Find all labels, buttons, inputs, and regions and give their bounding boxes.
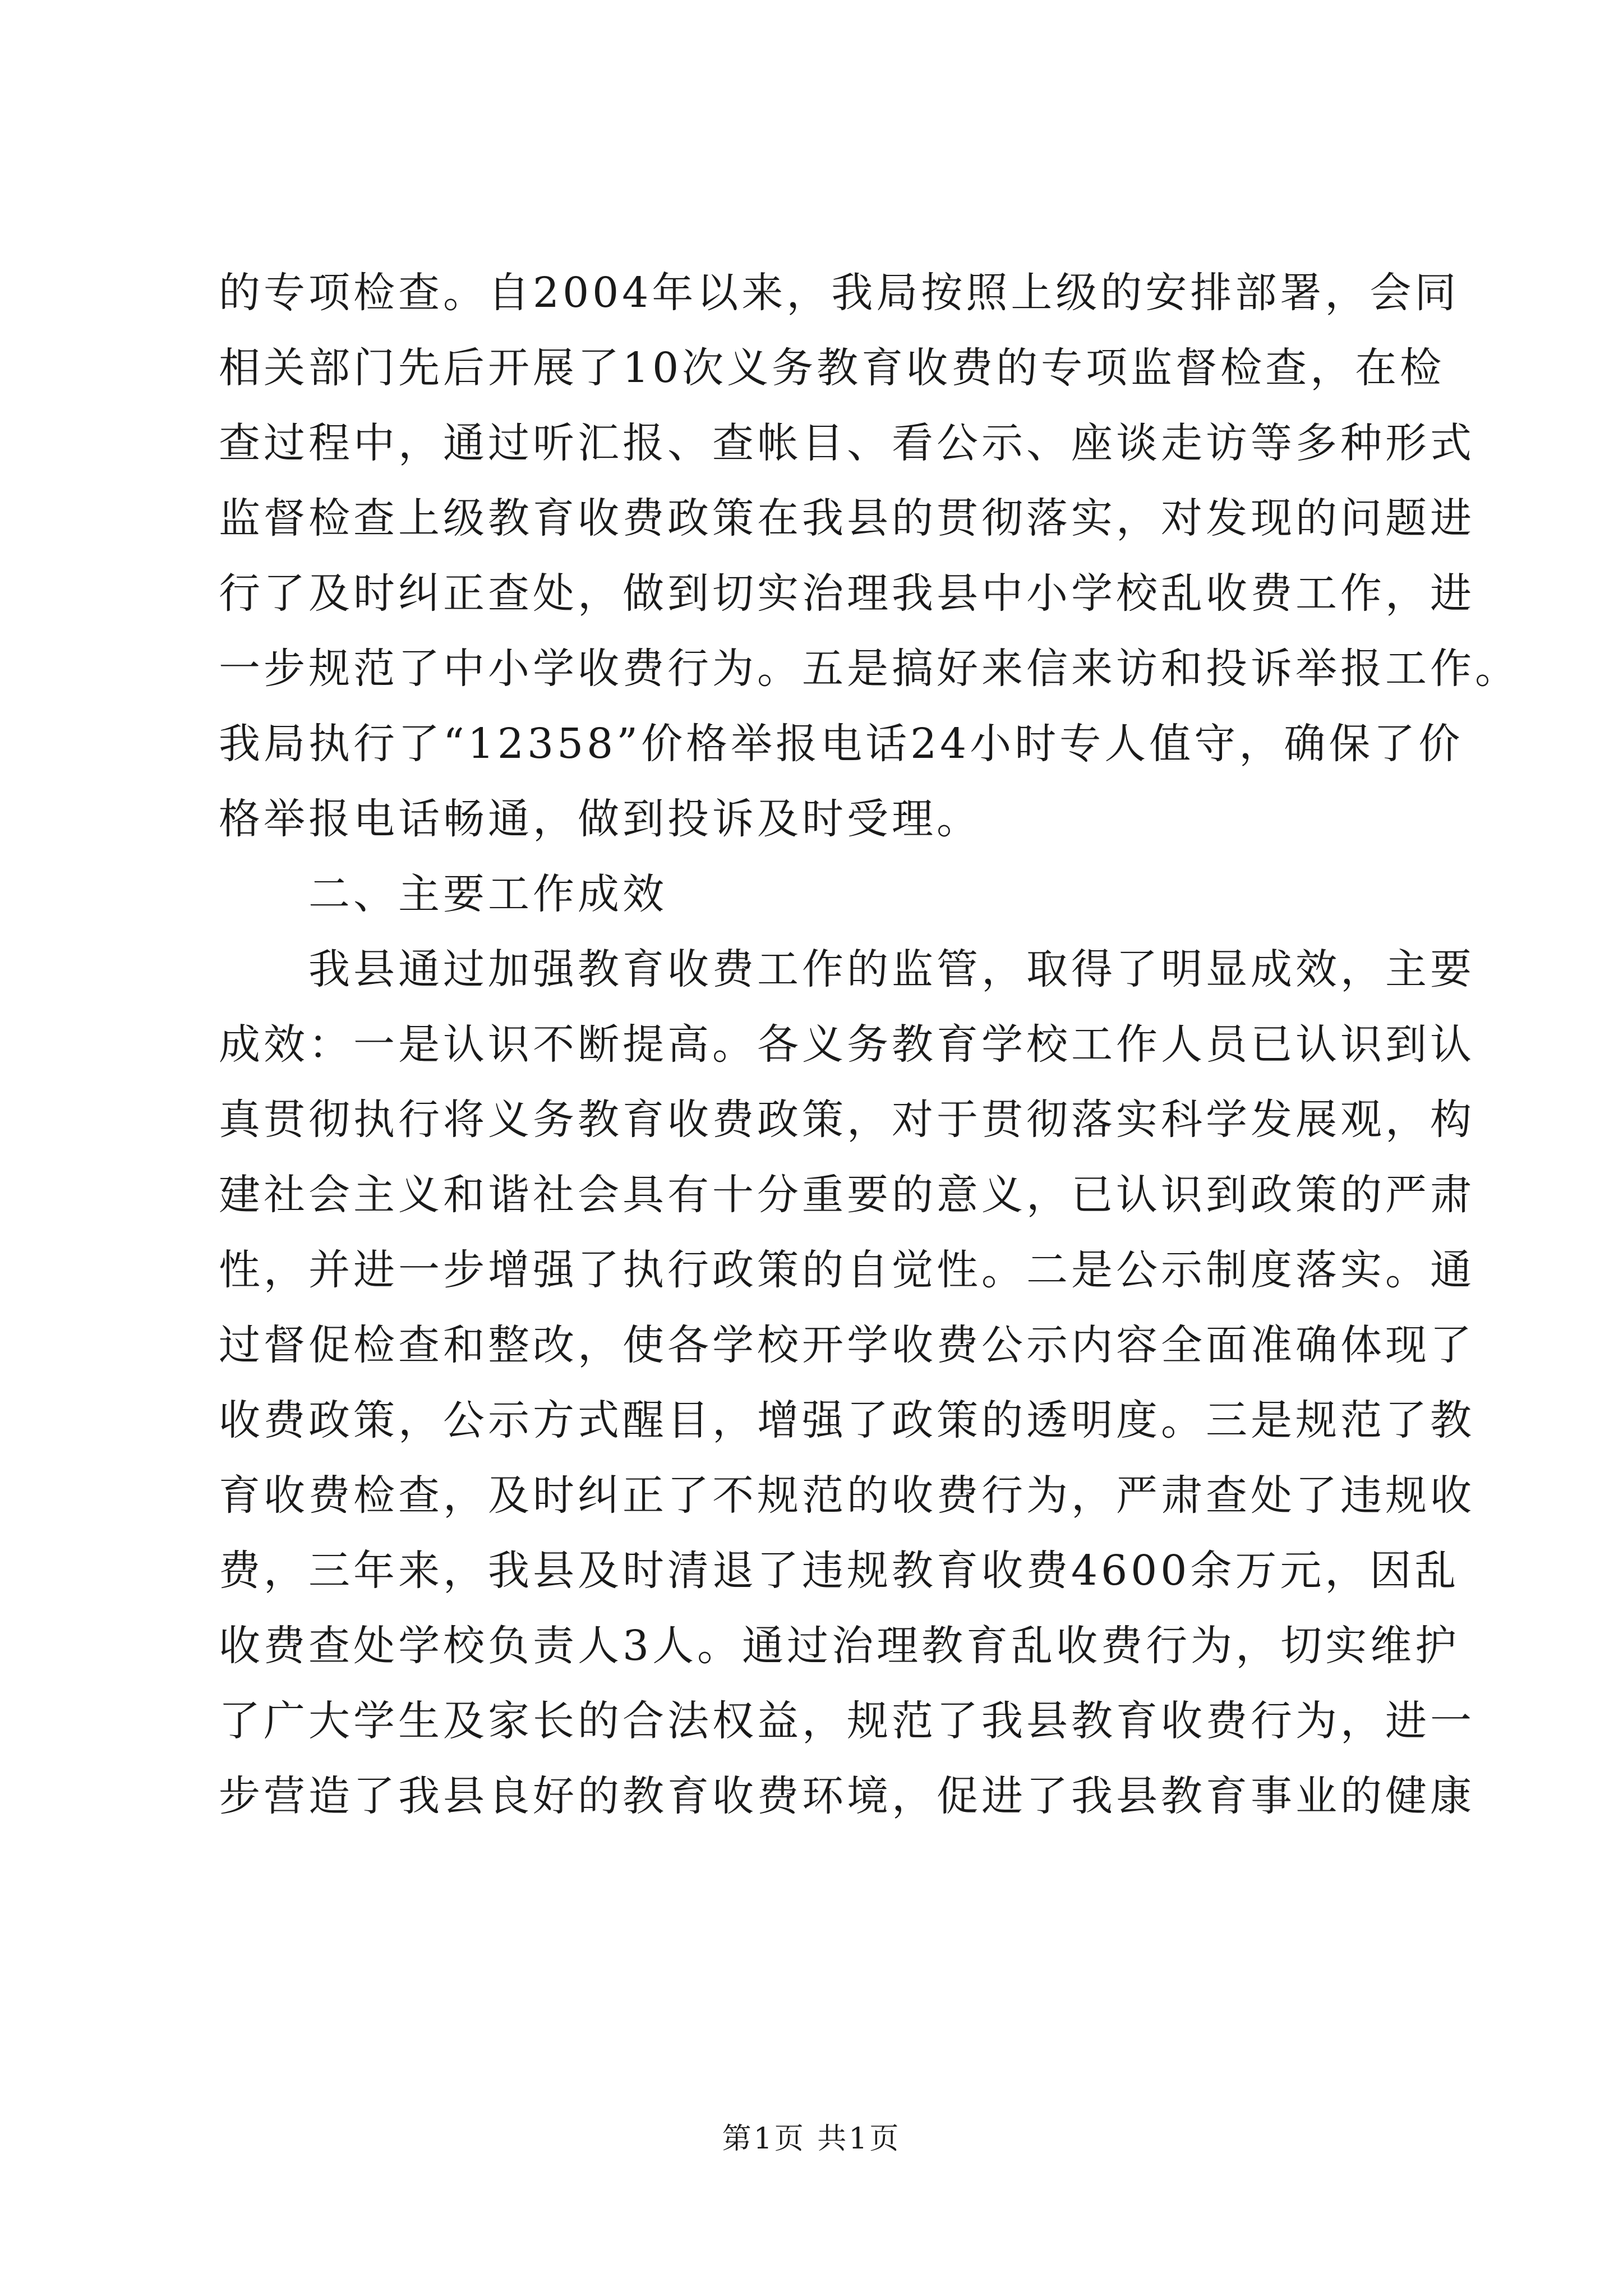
paragraph-line: 步营造了我县良好的教育收费环境，促进了我县教育事业的健康 (219, 1772, 1475, 1820)
paragraph-line: 的专项检查。自2004年以来，我局按照上级的安排部署，会同 (219, 269, 1460, 317)
paragraph-line: 成效：一是认识不断提高。各义务教育学校工作人员已认识到认 (219, 1020, 1475, 1069)
paragraph-line: 格举报电话畅通，做到投诉及时受理。 (219, 795, 981, 843)
paragraph-line: 监督检查上级教育收费政策在我县的贯彻落实，对发现的问题进 (219, 494, 1475, 542)
paragraph-line: 我局执行了“12358”价格举报电话24小时专人值守，确保了价 (219, 720, 1464, 768)
paragraph-line: 相关部门先后开展了10次义务教育收费的专项监督检查，在检 (219, 344, 1445, 392)
paragraph-line: 行了及时纠正查处，做到切实治理我县中小学校乱收费工作，进 (219, 569, 1475, 618)
paragraph-line: 我县通过加强教育收费工作的监管，取得了明显成效，主要 (308, 945, 1475, 993)
page-number-footer: 第1页 共1页 (722, 2122, 901, 2156)
paragraph-line: 真贯彻执行将义务教育收费政策，对于贯彻落实科学发展观，构 (219, 1096, 1475, 1144)
paragraph-line: 查过程中，通过听汇报、查帐目、看公示、座谈走访等多种形式 (219, 419, 1475, 467)
paragraph-line: 收费查处学校负责人3人。通过治理教育乱收费行为，切实维护 (219, 1622, 1460, 1670)
document-body (219, 255, 1520, 1834)
paragraph-line: 育收费检查，及时纠正了不规范的收费行为，严肃查处了违规收 (219, 1471, 1475, 1520)
paragraph-line: 了广大学生及家长的合法权益，规范了我县教育收费行为，进一 (219, 1697, 1475, 1745)
paragraph-line: 过督促检查和整改，使各学校开学收费公示内容全面准确体现了 (219, 1321, 1475, 1369)
paragraph-line: 性，并进一步增强了执行政策的自觉性。二是公示制度落实。通 (219, 1246, 1475, 1294)
paragraph-line: 一步规范了中小学收费行为。五是搞好来信来访和投诉举报工作。 (219, 645, 1520, 693)
paragraph-line: 建社会主义和谐社会具有十分重要的意义，已认识到政策的严肃 (219, 1171, 1475, 1219)
section-heading: 二、主要工作成效 (308, 870, 667, 918)
paragraph-line: 费，三年来，我县及时清退了违规教育收费4600余万元，因乱 (219, 1547, 1460, 1595)
paragraph-line: 收费政策，公示方式醒目，增强了政策的透明度。三是规范了教 (219, 1396, 1475, 1444)
